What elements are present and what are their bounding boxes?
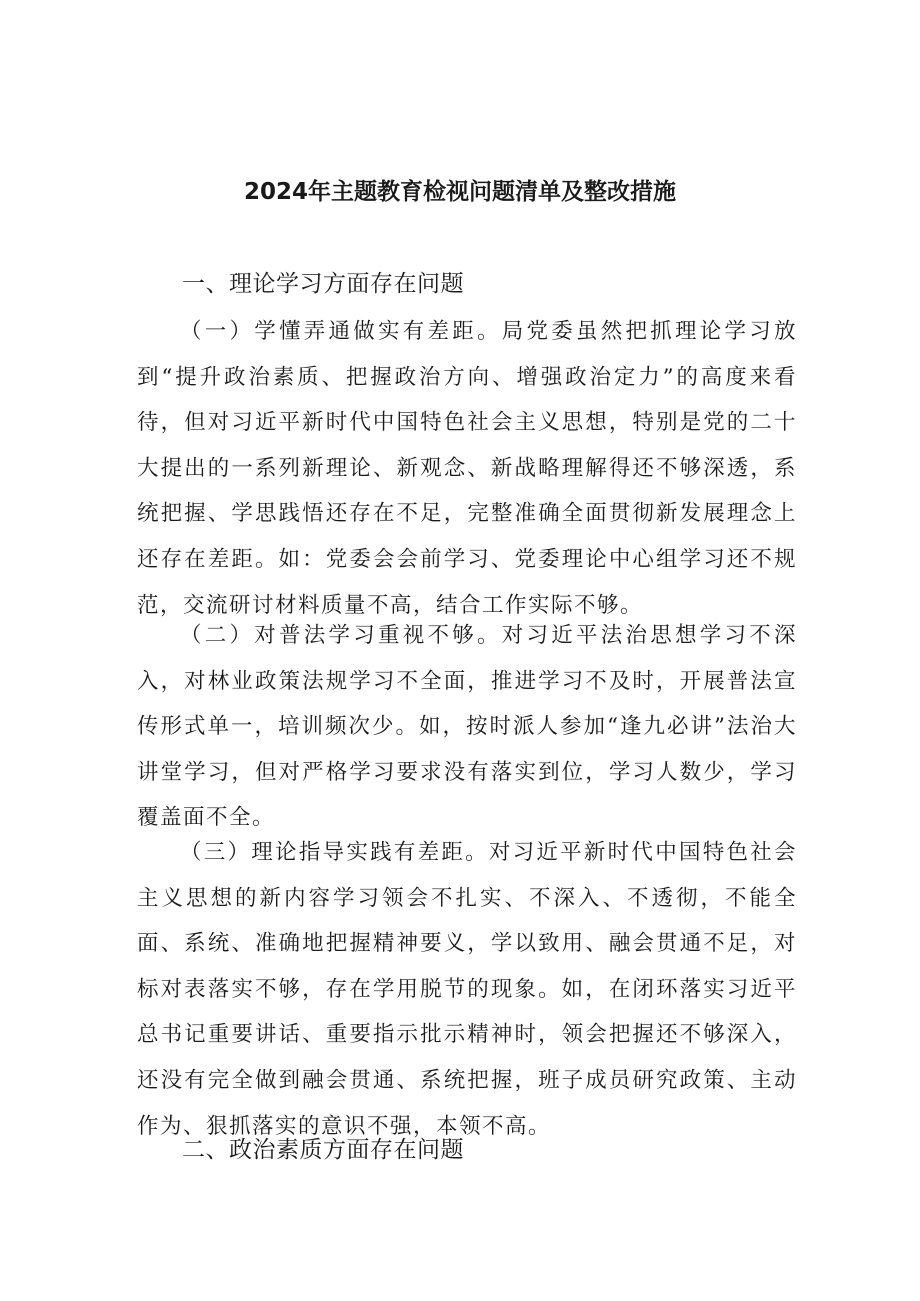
paragraph-study-gap: （一）学懂弄通做实有差距。局党委虽然把抓理论学习放到“提升政治素质、把握政治方向、增强政治定力”的高度来看待，但对习近平新时代中国特色社会主义思想，特别是党的二十大提出的一系列新理论、新观念、新战略理解得还不够深透，系统把握、学思践悟还存在不足，完整准确全面贯彻新发展理念上还存在差距。如：党委会会前学习、党委理论中心组学习还不规范，交流研讨材料质量不高，结合工作实际不够。 bbox=[137, 319, 797, 618]
section-heading-theory-study: 一、理论学习方面存在问题 bbox=[182, 271, 464, 297]
paragraph-law-study: （二）对普法学习重视不够。对习近平法治思想学习不深入，对林业政策法规学习不全面，推进学习不及时，开展普法宣传形式单一，培训频次少。如，按时派人参加“逢九必讲”法治大讲堂学习，但对严格学习要求没有落实到位，学习人数少，学习覆盖面不全。 bbox=[137, 623, 797, 831]
section-heading-political-quality: 二、政治素质方面存在问题 bbox=[182, 1137, 464, 1163]
paragraph-theory-practice: （三）理论指导实践有差距。对习近平新时代中国特色社会主义思想的新内容学习领会不扎实、不深入、不透彻，不能全面、系统、准确地把握精神要义，学以致用、融会贯通不足，对标对表落实不够，存在学用脱节的现象。如，在闭环落实习近平总书记重要讲话、重要指示批示精神时，领会把握还不够深入，还没有完全做到融会贯通、系统把握，班子成员研究政策、主动作为、狠抓落实的意识不强，本领不高。 bbox=[137, 840, 797, 1139]
document-title: 2024年主题教育检视问题清单及整改措施 bbox=[243, 179, 676, 205]
